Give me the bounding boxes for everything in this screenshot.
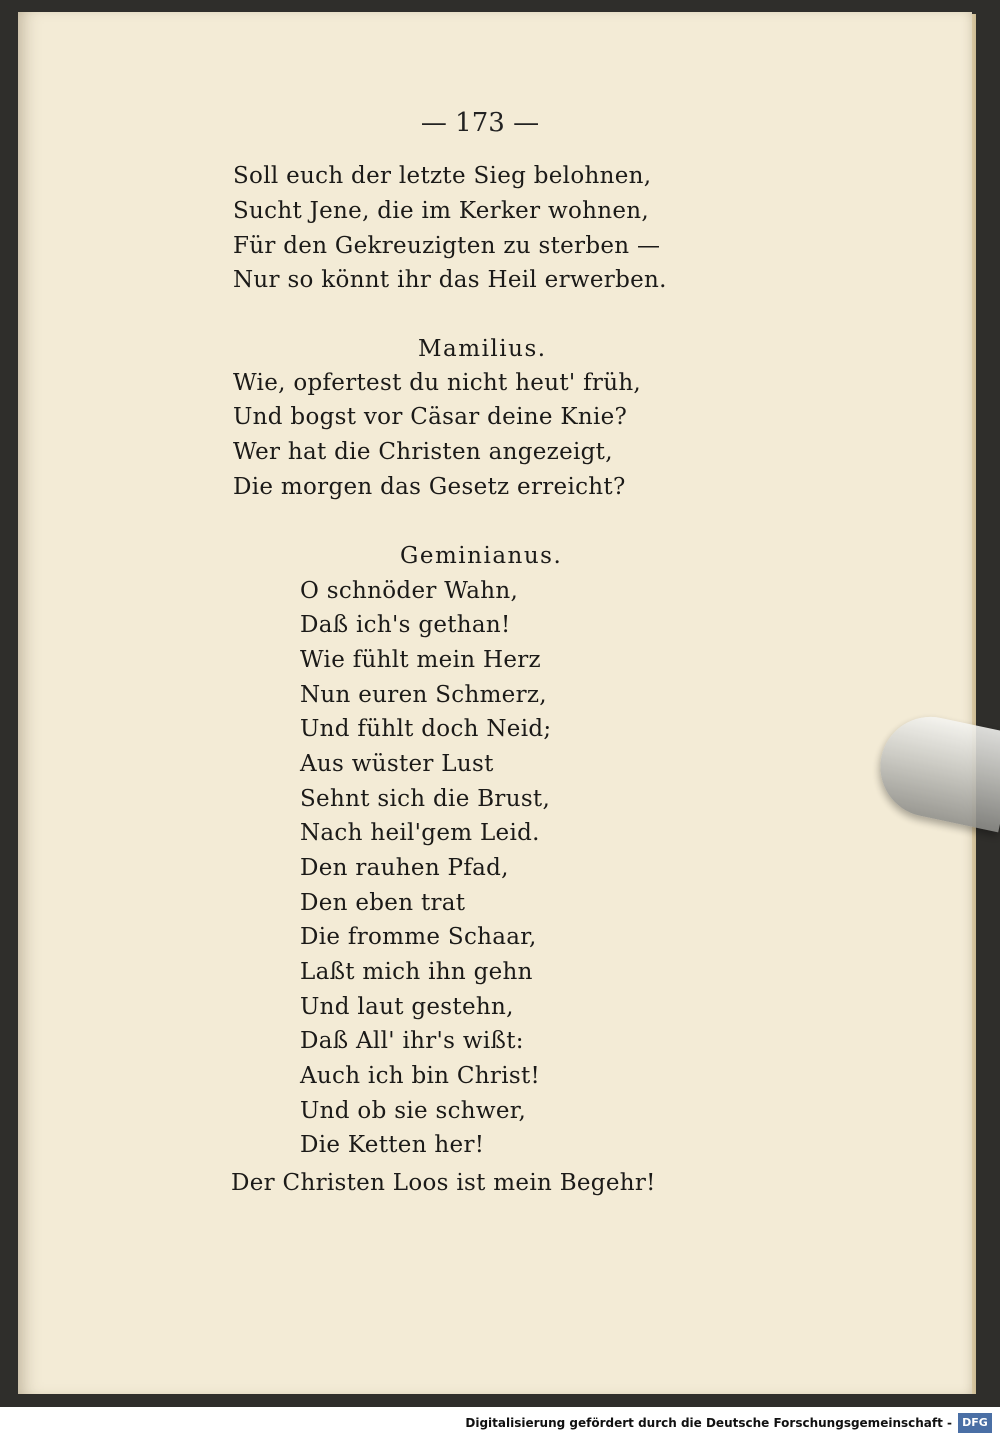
verse-line: Daß ich's gethan! xyxy=(300,612,511,638)
verse-line: Nun euren Schmerz, xyxy=(300,682,547,708)
verse-line: Daß All' ihr's wißt: xyxy=(300,1028,524,1054)
verse-line: Den eben trat xyxy=(300,890,466,916)
verse-line: Auch ich bin Christ! xyxy=(300,1063,541,1089)
page-number: — 173 — xyxy=(420,108,540,138)
verse-line: Soll euch der letzte Sieg belohnen, xyxy=(233,163,652,189)
footer-bar xyxy=(0,1407,1000,1441)
verse-line: Und ob sie schwer, xyxy=(300,1098,527,1124)
speaker-name: Mamilius. xyxy=(418,336,547,362)
verse-line: Den rauhen Pfad, xyxy=(300,855,509,881)
final-verse-line: Der Christen Loos ist mein Begehr! xyxy=(231,1170,656,1196)
verse-line: Und laut gestehn, xyxy=(300,994,514,1020)
verse-line: Die morgen das Gesetz erreicht? xyxy=(233,474,626,500)
verse-line: Nach heil'gem Leid. xyxy=(300,820,540,846)
verse-line: Und bogst vor Cäsar deine Knie? xyxy=(233,404,628,430)
verse-line: Die fromme Schaar, xyxy=(300,924,537,950)
verse-line: Wie fühlt mein Herz xyxy=(300,647,541,673)
verse-line: Wie, opfertest du nicht heut' früh, xyxy=(233,370,642,396)
verse-line: Und fühlt doch Neid; xyxy=(300,716,552,742)
dfg-logo: DFG xyxy=(958,1413,992,1433)
verse-line: O schnöder Wahn, xyxy=(300,578,519,604)
verse-line: Laßt mich ihn gehn xyxy=(300,959,533,985)
verse-line: Wer hat die Christen angezeigt, xyxy=(233,439,613,465)
verse-line: Die Ketten her! xyxy=(300,1132,485,1158)
verse-line: Aus wüster Lust xyxy=(300,751,494,777)
digitization-credit: Digitalisierung gefördert durch die Deutsche Forschungsgemeinschaft - xyxy=(465,1416,952,1430)
verse-line: Sucht Jene, die im Kerker wohnen, xyxy=(233,198,649,224)
verse-line: Für den Gekreuzigten zu sterben — xyxy=(233,233,661,259)
speaker-name: Geminianus. xyxy=(400,543,563,569)
verse-line: Nur so könnt ihr das Heil erwerben. xyxy=(233,267,667,293)
verse-line: Sehnt sich die Brust, xyxy=(300,786,551,812)
